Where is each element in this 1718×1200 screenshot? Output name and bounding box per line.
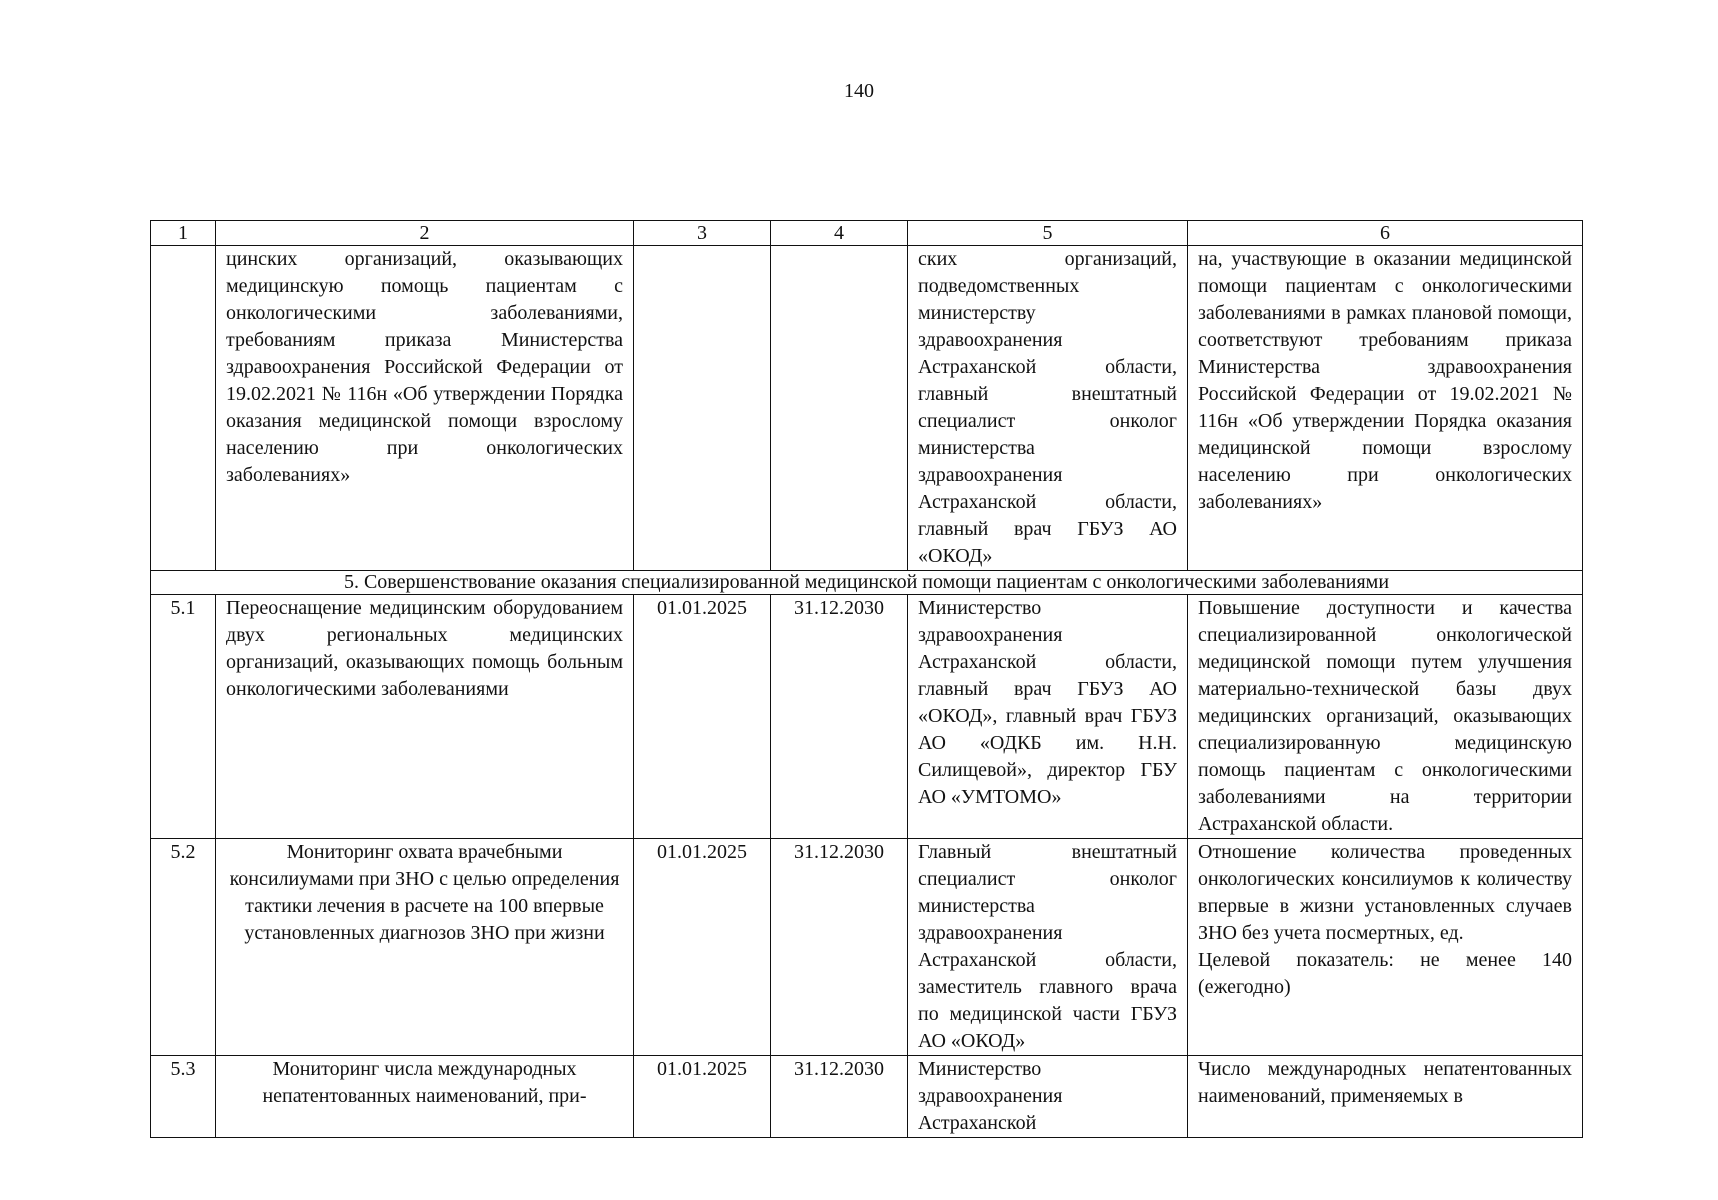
row-responsible: Министерство здравоохранения Астраханской bbox=[908, 1056, 1188, 1138]
row-result-text: Число международных непатентованных наименований, применяемых в bbox=[1198, 1058, 1572, 1107]
header-col-1: 1 bbox=[151, 221, 216, 246]
row-responsible: Министерство здравоохранения Астраханской области, главный врач ГБУЗ АО «ОКОД», главный врач ГБУЗ АО «ОДКБ им. Н.Н. Силищевой», директор ГБУ АО «УМТОМО» bbox=[908, 595, 1188, 839]
header-col-6: 6 bbox=[1188, 221, 1583, 246]
row-start-date: 01.01.2025 bbox=[634, 1056, 771, 1138]
row-result bbox=[1188, 839, 1583, 1056]
row-result bbox=[1188, 1056, 1583, 1138]
continuation-result: на, участвующие в оказании медицинской помощи пациентам с онкологическими заболеваниями в рамках плановой помощи, соответствуют требованиям приказа Министерства здравоохранения Российской Федерации от 19.02.2021 № 116н «Об утверждении Порядка оказания медицинской помощи взрослому населению при онкологических заболеваниях» bbox=[1188, 246, 1583, 571]
row-end-date: 31.12.2030 bbox=[771, 1056, 908, 1138]
row-responsible: Главный внештатный специалист онколог министерства здравоохранения Астраханской области, заместитель главного врача по медицинской части ГБУЗ АО «ОКОД» bbox=[908, 839, 1188, 1056]
row-number: 5.3 bbox=[151, 1056, 216, 1138]
row-measure: Мониторинг числа международных непатентованных наименований, при- bbox=[216, 1056, 634, 1138]
continuation-num bbox=[151, 246, 216, 571]
row-end-date: 31.12.2030 bbox=[771, 839, 908, 1056]
row-result-text: Повышение доступности и качества специализированной онкологической медицинской помощи путем улучшения материально-технической базы двух медицинских организаций, оказывающих специализированную медицинскую помощь пациентам с онкологическими заболеваниями на территории Астраханской области. bbox=[1198, 597, 1572, 835]
row-measure: Переоснащение медицинским оборудованием двух региональных медицинских организаций, оказывающих помощь больным онкологическими заболеваниями bbox=[216, 595, 634, 839]
table-row bbox=[151, 595, 1583, 839]
row-result bbox=[1188, 595, 1583, 839]
row-start-date: 01.01.2025 bbox=[634, 595, 771, 839]
table-row bbox=[151, 839, 1583, 1056]
row-result-text: Отношение количества проведенных онкологических консилиумов к количеству впервые в жизни установленных случаев ЗНО без учета посмертных, ед. bbox=[1198, 841, 1572, 944]
header-col-5: 5 bbox=[908, 221, 1188, 246]
continuation-measure: цинских организаций, оказывающих медицинскую помощь пациентам с онкологическими заболеваниями, требованиям приказа Министерства здравоохранения Российской Федерации от 19.02.2021 № 116н «Об утверждении Порядка оказания медицинской помощи взрослому населению при онкологических заболеваниях» bbox=[216, 246, 634, 571]
row-number: 5.2 bbox=[151, 839, 216, 1056]
header-col-2: 2 bbox=[216, 221, 634, 246]
continuation-row bbox=[151, 246, 1583, 571]
section-title: 5. Совершенствование оказания специализированной медицинской помощи пациентам с онкологическими заболеваниями bbox=[151, 571, 1583, 595]
row-start-date: 01.01.2025 bbox=[634, 839, 771, 1056]
page-number: 140 bbox=[844, 80, 874, 102]
continuation-end bbox=[771, 246, 908, 571]
header-row bbox=[151, 221, 1583, 246]
row-result-target: Целевой показатель: не менее 140 (ежегодно) bbox=[1198, 949, 1572, 998]
row-number: 5.1 bbox=[151, 595, 216, 839]
continuation-start bbox=[634, 246, 771, 571]
row-measure: Мониторинг охвата врачебными консилиумами при ЗНО с целью определения тактики лечения в расчете на 100 впервые установленных диагнозов ЗНО при жизни bbox=[216, 839, 634, 1056]
row-end-date: 31.12.2030 bbox=[771, 595, 908, 839]
table-row bbox=[151, 1056, 1583, 1138]
header-col-3: 3 bbox=[634, 221, 771, 246]
header-col-4: 4 bbox=[771, 221, 908, 246]
continuation-responsible: ских организаций, подведомственных министерству здравоохранения Астраханской области, главный внештатный специалист онколог министерства здравоохранения Астраханской области, главный врач ГБУЗ АО «ОКОД» bbox=[908, 246, 1188, 571]
section-row bbox=[151, 571, 1583, 595]
measures-table bbox=[150, 220, 1583, 1138]
